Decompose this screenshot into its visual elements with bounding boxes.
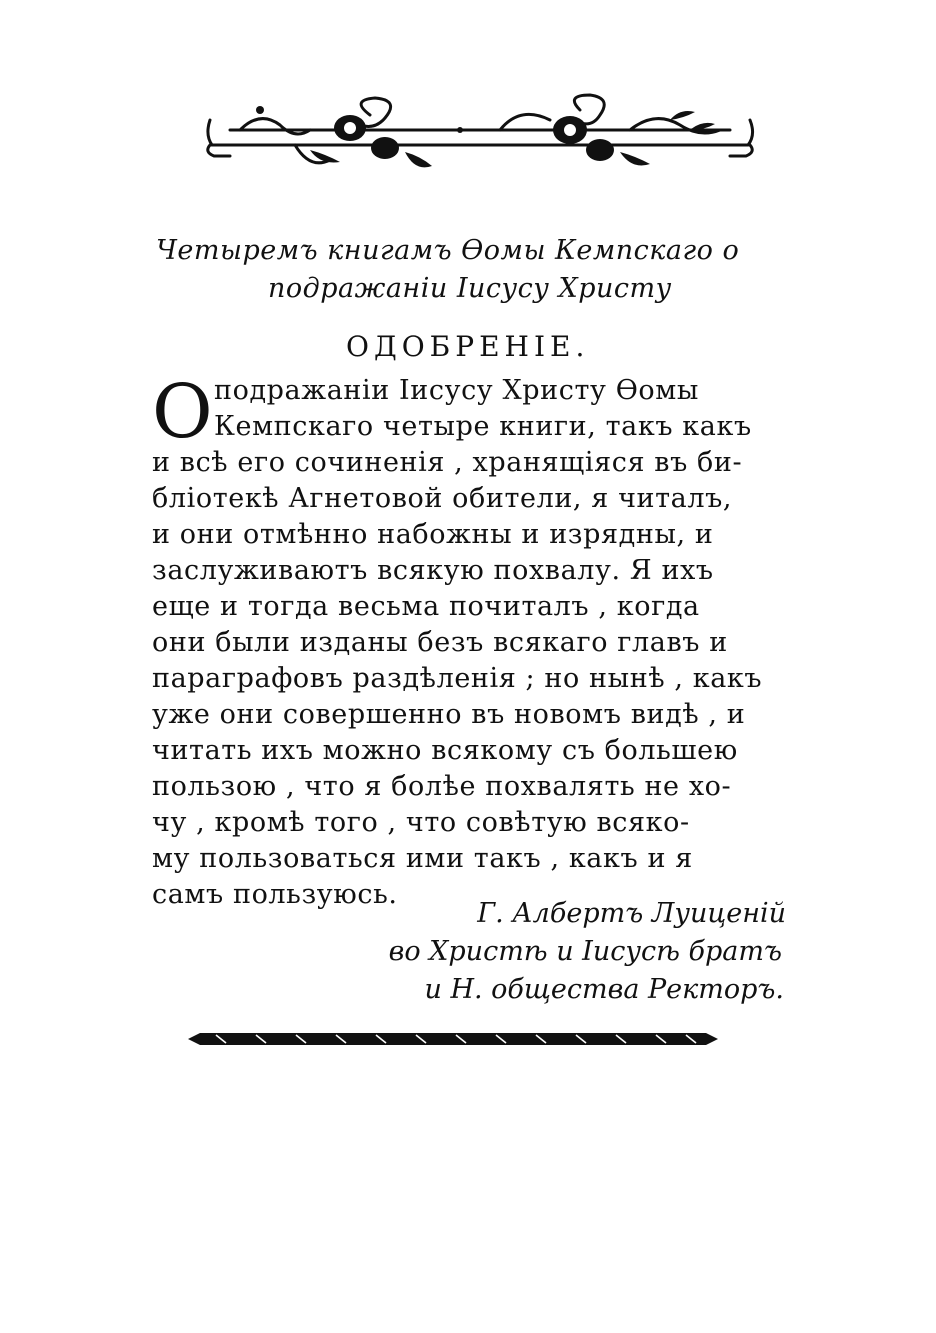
signature-line-3: и Н. общества Ректоръ. [424,974,784,1005]
text-line: уже они совершенно въ новомъ видѣ , и [152,699,746,730]
signature-line-1: Г. Албертъ Луиценій [477,898,786,929]
book-title [150,232,800,308]
text-line: чу , кромѣ того , что совѣтую всяко- [152,807,690,838]
section-heading: ОДОБРЕНІЕ. [346,330,590,363]
text-line: заслуживаютъ всякую похвалу. Я ихъ [152,555,714,586]
text-line: самъ пользуюсь. [152,879,398,910]
drop-cap: О [152,369,213,455]
text-line: бліотекѣ Агнетовой обители, я читалъ, [152,483,733,514]
approval-text [152,369,792,913]
text-line: параграфовъ раздѣленія ; но нынѣ , какъ [152,663,763,694]
text-line: пользою , что я болѣе похвалять не хо- [152,771,732,802]
tailpiece-rule-ornament [186,1030,720,1048]
text-line: и они отмѣнно набожны и изрядны, и [152,519,714,550]
text-line: му пользоваться ими такъ , какъ и я [152,843,693,874]
text-line: подражаніи Іисусу Христу Ѳомы [214,375,699,406]
text-line: еще и тогда весьма почиталъ , когда [152,591,700,622]
text-line: и всѣ его сочиненія , хранящіяся въ би- [152,447,743,478]
floral-headpiece-ornament [200,90,760,180]
signature-block [360,895,790,1009]
title-line-1: Четыремъ книгамъ Ѳомы Кемпскаго о [156,235,740,266]
title-line-2: подражаніи Іисусу Христу [268,273,672,304]
text-line: читать ихъ можно всякому съ большею [152,735,738,766]
text-line: Кемпскаго четыре книги, такъ какъ [214,411,752,442]
text-line: они были изданы безъ всякаго главъ и [152,627,728,658]
signature-line-2: во Христѣ и Іисусѣ братъ [388,936,782,967]
